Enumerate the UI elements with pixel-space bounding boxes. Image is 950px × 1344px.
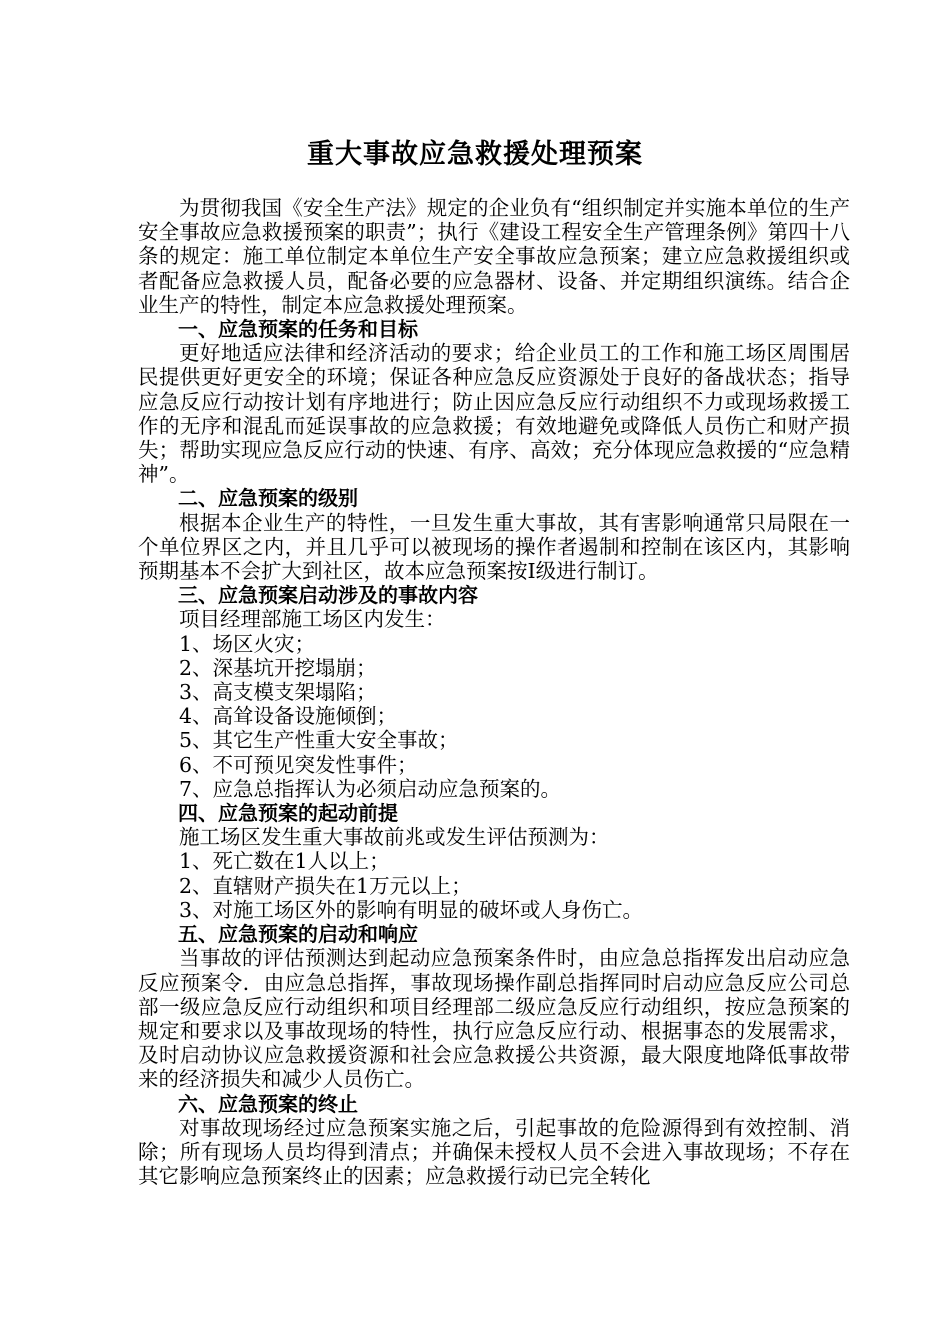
list-item: 7、应急总指挥认为必须启动应急预案的。: [179, 776, 562, 801]
section-6-heading: 六、应急预案的终止: [178, 1091, 358, 1116]
list-item: 1、死亡数在1人以上；: [179, 849, 390, 874]
list-item: 1、场区火灾；: [179, 631, 316, 656]
section-3-lead: 项目经理部施工场区内发生：: [179, 607, 446, 632]
section-1-text: 更好地适应法律和经济活动的要求；给企业员工的工作和施工场区周围居民提供更好更安全的环境；保证各种应急反应资源处于良好的备战状态；指导应急反应行动按计划有序地进行；防止因应急反应行动组织不力或现场救援工作的无序和混乱而延误事故的应急救援；有效地避免或降低人员伤亡和财产损失；帮助实现应急反应行动的快速、有序、高效；充分体现应急救援的“应急精神”。: [138, 341, 850, 487]
section-4-lead: 施工场区发生重大事故前兆或发生评估预测为：: [179, 825, 610, 850]
section-3-heading: 三、应急预案启动涉及的事故内容: [178, 583, 478, 608]
section-4-heading: 四、应急预案的起动前提: [178, 801, 398, 826]
list-item: 2、深基坑开挖塌崩；: [179, 655, 377, 680]
list-item: 4、高耸设备设施倾倒；: [179, 704, 398, 729]
document-title: 重大事故应急救援处理预案: [307, 139, 643, 170]
section-6-text: 对事故现场经过应急预案实施之后，引起事故的危险源得到有效控制、消除；所有现场人员均得到清点；并确保未授权人员不会进入事故现场；不存在其它影响应急预案终止的因素；应急救援行动已完全转化: [138, 1115, 850, 1189]
list-item: 6、不可预见突发性事件；: [179, 752, 418, 777]
document-body: [138, 196, 850, 1188]
section-1-heading: 一、应急预案的任务和目标: [178, 317, 418, 342]
section-5-heading: 五、应急预案的启动和响应: [178, 922, 418, 947]
list-item: 2、直辖财产损失在1万元以上；: [179, 873, 472, 898]
list-item: 5、其它生产性重大安全事故；: [179, 728, 459, 753]
intro-paragraph: 为贯彻我国《安全生产法》规定的企业负有“组织制定并实施本单位的生产安全事故应急救援预案的职责”；执行《建设工程安全生产管理条例》第四十八条的规定：施工单位制定本单位生产安全事故应急预案；建立应急救援组织或者配备应急救援人员，配备必要的应急器材、设备、并定期组织演练。结合企业生产的特性，制定本应急救援处理预案。: [138, 196, 850, 317]
list-item: 3、高支模支架塌陷；: [179, 680, 377, 705]
section-2-heading: 二、应急预案的级别: [178, 486, 358, 511]
section-5-text: 当事故的评估预测达到起动应急预案条件时，由应急总指挥发出启动应急反应预案令．由应急总指挥，事故现场操作副总指挥同时启动应急反应公司总部一级应急反应行动组织和项目经理部二级应急反应行动组织，按应急预案的规定和要求以及事故现场的特性，执行应急反应行动、根据事态的发展需求，及时启动协议应急救援资源和社会应急救援公共资源，最大限度地降低事故带来的经济损失和减少人员伤亡。: [138, 946, 850, 1092]
section-2-text: 根据本企业生产的特性，一旦发生重大事故，其有害影响通常只局限在一个单位界区之内，并且几乎可以被现场的操作者遏制和控制在该区内，其影响预期基本不会扩大到社区，故本应急预案按Ⅰ级进行制订。: [138, 510, 850, 584]
list-item: 3、对施工场区外的影响有明显的破坏或人身伤亡。: [179, 897, 644, 922]
